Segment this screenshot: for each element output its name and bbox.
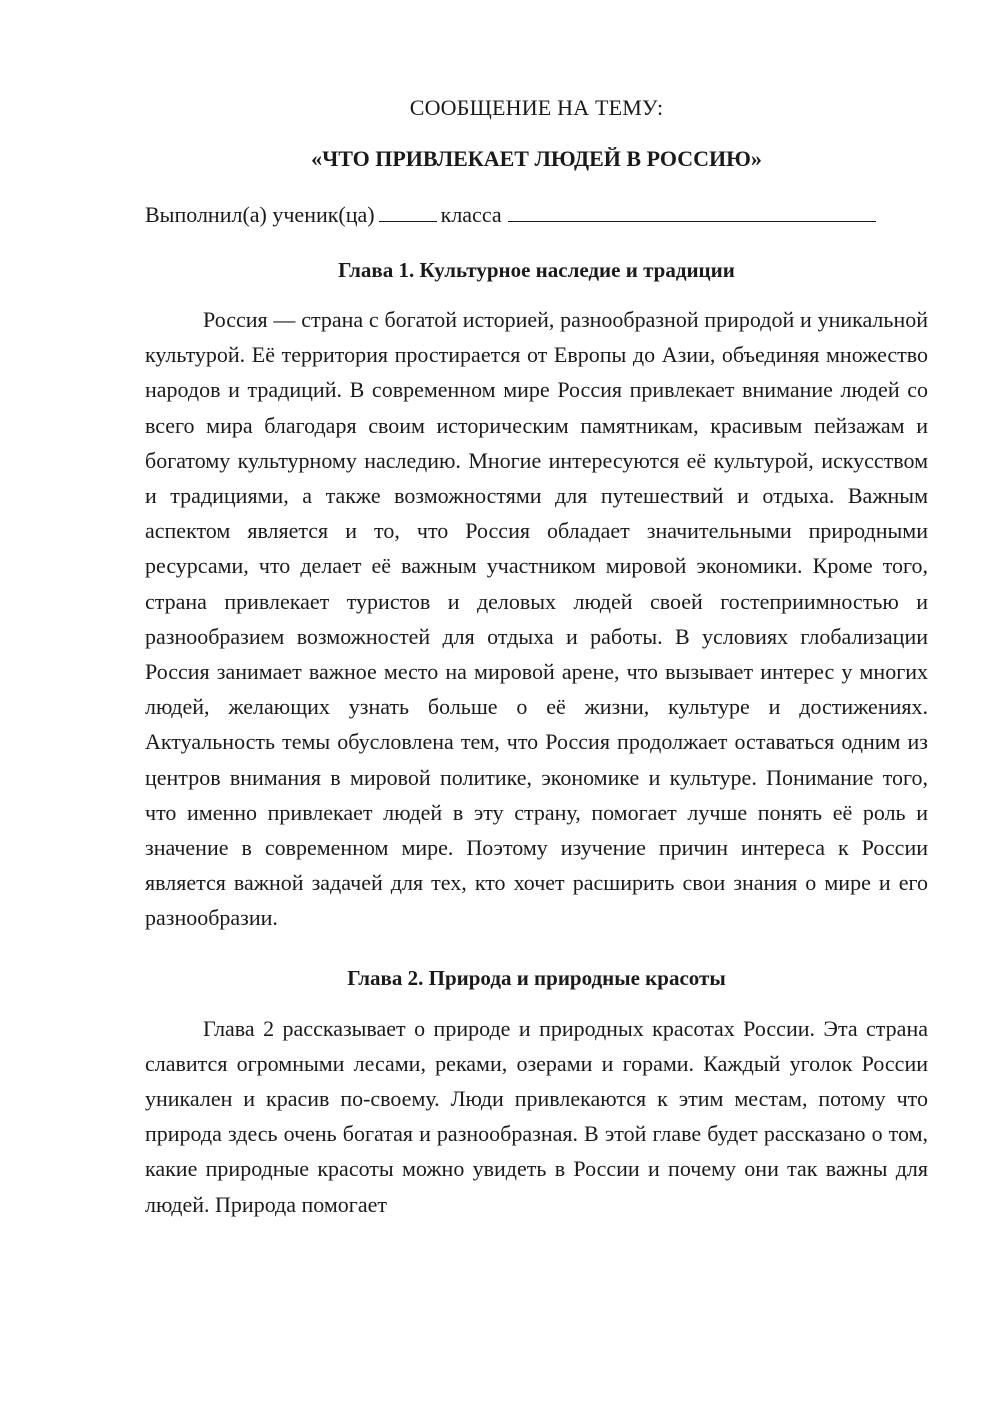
document-page	[145, 93, 928, 1222]
performer-line	[145, 200, 928, 230]
grade-blank-field	[379, 201, 437, 222]
chapter-2-paragraph: Глава 2 рассказывает о природе и природных красотах России. Эта страна славится огромными лесами, реками, озерами и горами. Каждый уголок России уникален и красив по-своему. Люди привлекаются к этим местам, потому что природа здесь очень богатая и разнообразная. В этой главе будет рассказано о том, какие природные красоты можно увидеть в России и почему они так важны для людей. Природа помогает	[145, 1015, 928, 1217]
chapter-1-heading: Глава 1. Культурное наследие и традиции	[338, 258, 735, 282]
document-title-line-1: СООБЩЕНИЕ НА ТЕМУ:	[409, 95, 664, 120]
chapter-1-paragraph: Россия — страна с богатой историей, разнообразной природой и уникальной культурой. Её территория простирается от Европы до Азии, объединяя множество народов и традиций. В современном мире Россия привлекает внимание людей со всего мира благодаря своим историческим памятникам, красивым пейзажам и богатому культурному наследию. Многие интересуются её культурой, искусством и традициями, а также возможностями для путешествий и отдыха. Важным аспектом является и то, что Россия обладает значительными природными ресурсами, что делает её важным участником мировой экономики. Кроме того, страна привлекает туристов и деловых людей своей гостеприимностью и разнообразием возможностей для отдыха и работы. В условиях глобализации Россия занимает важное место на мировой арене, что вызывает интерес у многих людей, желающих узнать больше о её жизни, культуре и достижениях. Актуальность темы обусловлена тем, что Россия продолжает оставаться одним из центров внимания в мировой политике, экономике и культуре. Понимание того, что именно привлекает людей в эту страну, помогает лучше понять её роль и значение в современном мире. Поэтому изучение причин интереса к России является важной задачей для тех, кто хочет расширить свои знания о мире и его разнообразии.	[145, 307, 928, 931]
document-title-line-2: «ЧТО ПРИВЛЕКАЕТ ЛЮДЕЙ В РОССИЮ»	[311, 146, 762, 171]
chapter-2-heading: Глава 2. Природа и природные красоты	[347, 965, 726, 990]
performer-label: Выполнил(а) ученик(ца)	[145, 202, 375, 227]
name-blank-field	[508, 201, 876, 222]
class-label: класса	[440, 202, 502, 227]
